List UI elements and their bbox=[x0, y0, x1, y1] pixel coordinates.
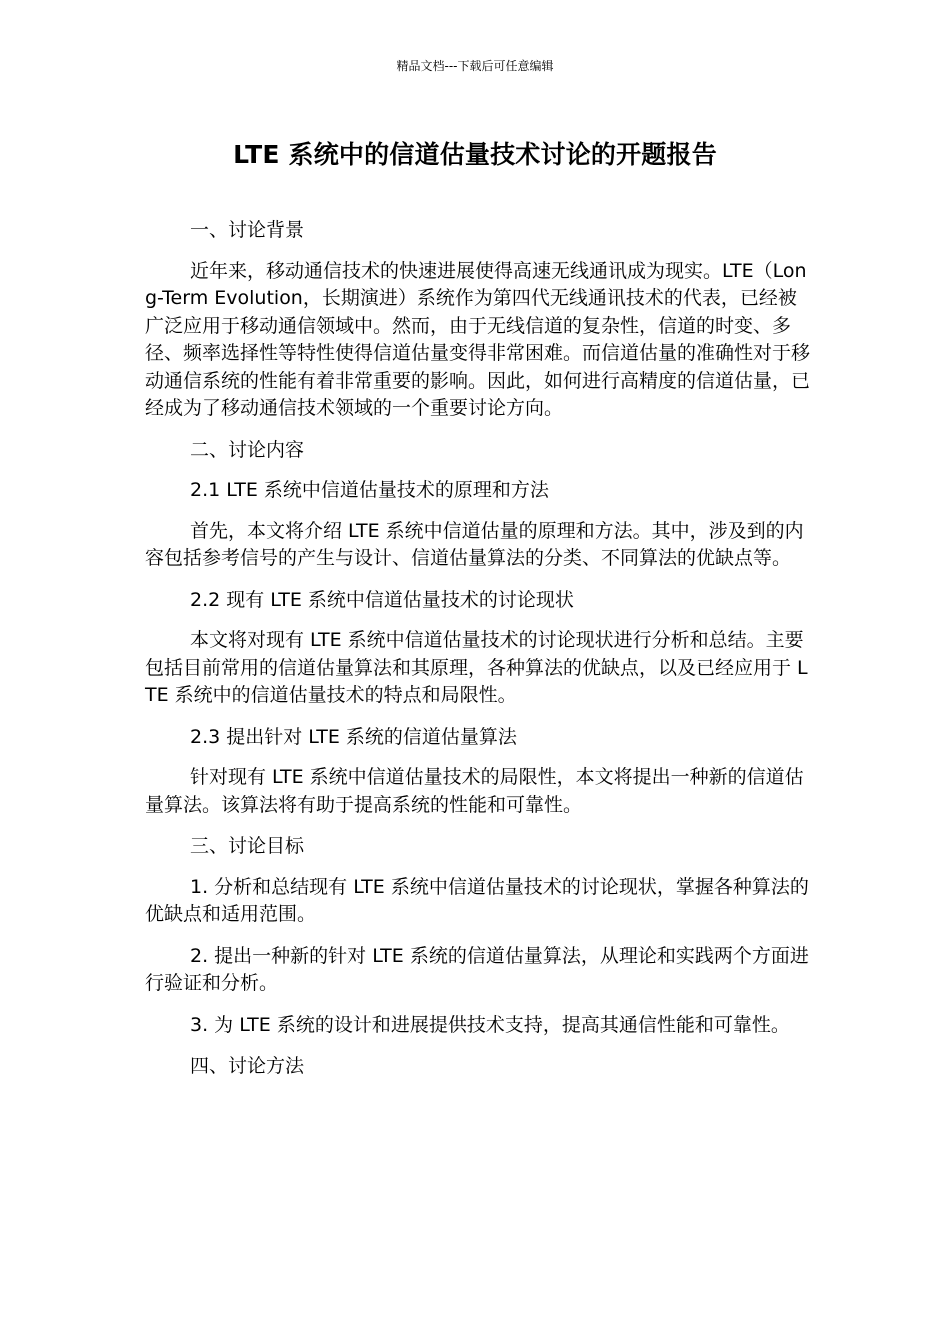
section-heading-background: 一、讨论背景 bbox=[190, 219, 305, 241]
section-heading-methods: 四、讨论方法 bbox=[190, 1055, 305, 1077]
paragraph-2-3: 针对现有 LTE 系统中信道估量技术的局限性，本文将提出一种新的信道估量算法。该算法将有助于提高系统的性能和可靠性。 bbox=[145, 766, 804, 816]
subsection-heading-2-2: 2.2 现有 LTE 系统中信道估量技术的讨论现状 bbox=[190, 588, 574, 611]
goal-item-3: 3. 为 LTE 系统的设计和进展提供技术支持，提高其通信性能和可靠性。 bbox=[190, 1013, 790, 1036]
paragraph-background: 近年来，移动通信技术的快速进展使得高速无线通讯成为现实。LTE（Long-Term Evolution，长期演进）系统作为第四代无线通讯技术的代表，已经被广泛应用于移动通信领域中。然而，由于无线信道的复杂性，信道的时变、多径、频率选择性等特性使得信道估量变得非常困难。而信道估量的准确性对于移动通信系统的性能有着非常重要的影响。因此，如何进行高精度的信道估量，已经成为了移动通信技术领域的一个重要讨论方向。 bbox=[145, 259, 811, 419]
goal-item-2: 2. 提出一种新的针对 LTE 系统的信道估量算法，从理论和实践两个方面进行验证和分析。 bbox=[145, 944, 809, 994]
page-header: 精品文档---下载后可任意编辑 bbox=[396, 59, 554, 73]
goal-item-1: 1. 分析和总结现有 LTE 系统中信道估量技术的讨论现状，掌握各种算法的优缺点和适用范围。 bbox=[145, 875, 809, 925]
subsection-heading-2-1: 2.1 LTE 系统中信道估量技术的原理和方法 bbox=[190, 479, 549, 501]
subsection-heading-2-3: 2.3 提出针对 LTE 系统的信道估量算法 bbox=[190, 725, 517, 748]
paragraph-2-1: 首先，本文将介绍 LTE 系统中信道估量的原理和方法。其中，涉及到的内容包括参考信号的产生与设计、信道估量算法的分类、不同算法的优缺点等。 bbox=[145, 519, 804, 569]
document-title: LTE 系统中的信道估量技术讨论的开题报告 bbox=[233, 140, 717, 169]
document-body bbox=[145, 217, 810, 1094]
section-heading-goals: 三、讨论目标 bbox=[190, 835, 305, 857]
section-heading-content: 二、讨论内容 bbox=[190, 438, 305, 461]
paragraph-2-2: 本文将对现有 LTE 系统中信道估量技术的讨论现状进行分析和总结。主要包括目前常用的信道估量算法和其原理，各种算法的优缺点，以及已经应用于 LTE 系统中的信道估量技术的特点和局限性。 bbox=[145, 629, 808, 706]
